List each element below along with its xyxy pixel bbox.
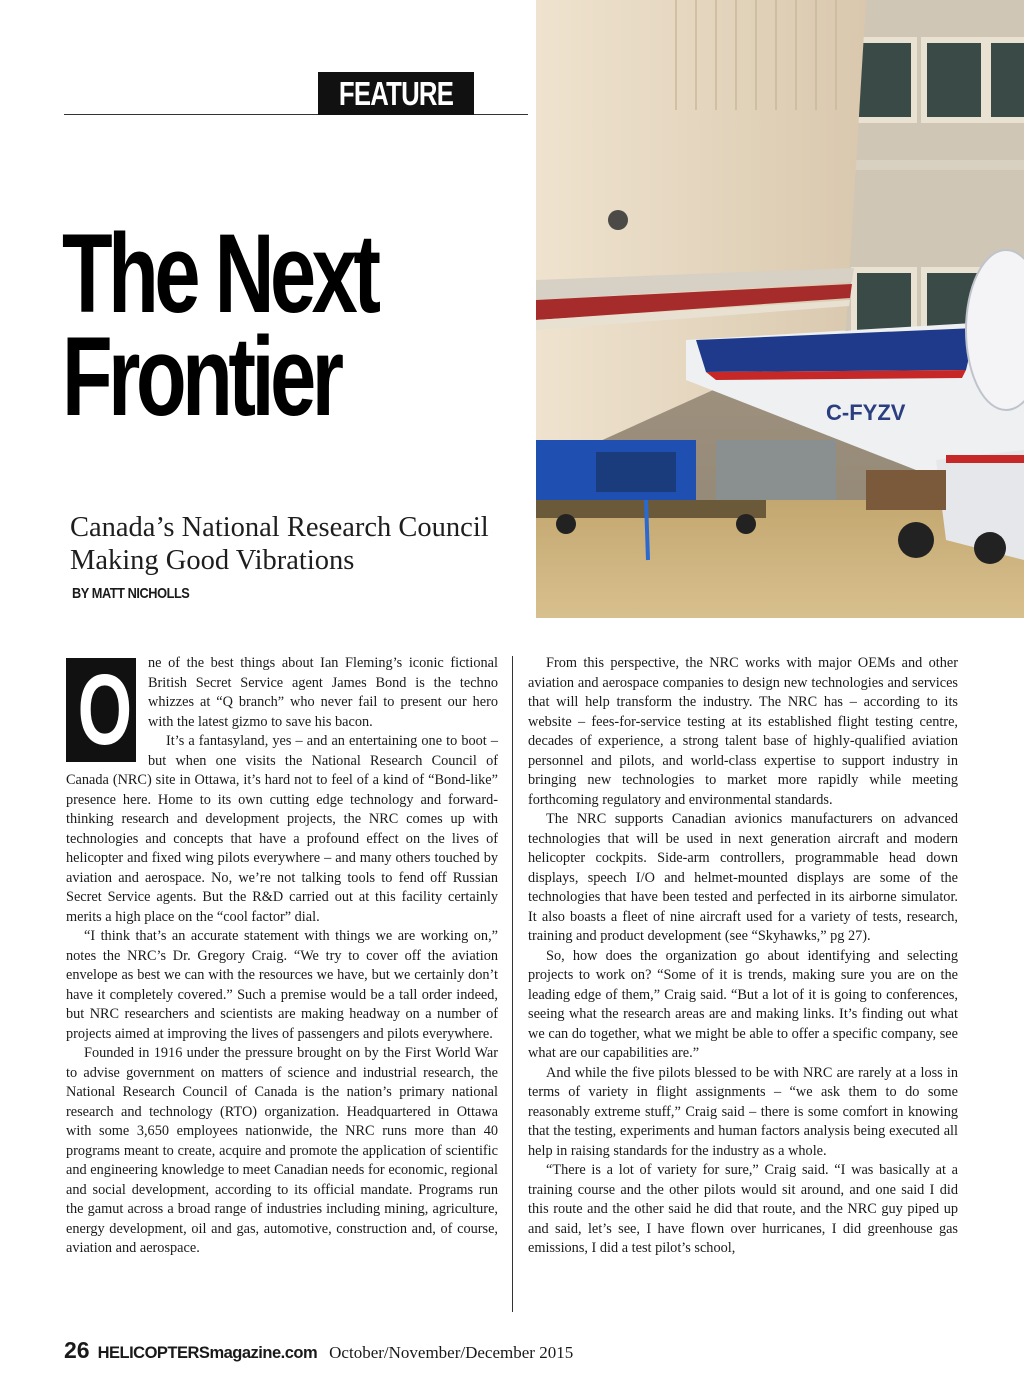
paragraph: The NRC supports Canadian avionics manufacturers on advanced technologies that will be used in next generation aircraft and modern helicopter cockpits. Side-arm controllers, programmable head down displays, speech I/O and helmet-mounted displays are some of the technologies that have been tested and perfected in its airborne simulator. It also boasts a fleet of nine aircraft used for a variety of tests, research, training and product development (see “Skyhawks,” pg 27).	[528, 811, 958, 944]
paragraph: ne of the best things about Ian Fleming’s iconic fictional British Secret Service agent James Bond is the techno whizzes at “Q branch” who never fail to present our hero with the latest gizmo to save his bacon.	[148, 655, 498, 730]
drop-cap: O	[66, 658, 136, 762]
issue-date: October/November/December 2015	[329, 1343, 574, 1362]
aircraft-registration: C-FYZV	[826, 400, 906, 425]
website-link[interactable]: HELICOPTERSmagazine.com	[97, 1344, 318, 1362]
hangar-photo	[536, 0, 1024, 618]
title-line-2: Frontier	[62, 314, 340, 439]
section-tag: FEATURE	[318, 72, 474, 115]
page-number: 26	[64, 1337, 90, 1363]
article-column-left	[66, 654, 498, 1259]
paragraph: “There is a lot of variety for sure,” Craig said. “I was basically at a training course and the other pilots would sit around, and one said I did this route and the other said he did that route, and the NRC guy piped up and said, let’s see, I have flown over hurricanes, I did greenhouse gas emissions, I did a test pilot’s school,	[528, 1162, 958, 1256]
paragraph: It’s a fantasyland, yes – and an entertaining one to boot – but when one visits the National Research Council of Canada (NRC) site in Ottawa, it’s hard not to feel of a kind of “Bond-like” presence here. Home to its own cutting edge technology and forward-thinking research and development projects, the NRC comes up with technologies and concepts that have a profound effect on the lives of helicopter and fixed wing pilots everywhere – and many others touched by aviation and aerospace. No, we’re not talking tools to fend off Russian Secret Service agents. But the R&D carried out at this facility certainly merits a high place on the “cool factor” dial.	[66, 733, 498, 925]
page-footer	[64, 1337, 573, 1367]
article-column-right	[528, 654, 958, 1259]
title-line-1: The Next	[62, 211, 377, 336]
article-subtitle: Canada’s National Research Council Making Good Vibrations	[70, 512, 489, 576]
article-title	[62, 211, 410, 439]
paragraph: Founded in 1916 under the pressure brought on by the First World War to advise government on matters of science and industrial research, the National Research Council of Canada is the nation’s primary national research and technology (RTO) organization. Headquartered in Ottawa with some 3,650 employees nationwide, the NRC runs more than 40 programs meant to create, acquire and promote the application of scientific and engineering knowledge to meet Canadian needs for economic, regional and social development, according to its official mandate. Programs run the gamut across a broad range of industries including mining, agriculture, energy development, oil and gas, automotive, construction and, of course, aviation and aerospace.	[66, 1045, 498, 1256]
paragraph: From this perspective, the NRC works with major OEMs and other aviation and aerospace companies to design new technologies and services that will help transform the industry. The NRC has – according to its website – fees-for-service testing at its established flight testing centre, decades of experience, a strong talent base of highly-qualified aviation personnel and pilots, and world-class expertise to support industry in bringing new technologies to market more rapidly while meeting forthcoming regulatory and environmental standards.	[528, 655, 958, 808]
paragraph: So, how does the organization go about identifying and selecting projects to work on? “Some of it is trends, making sure you are on the leading edge of them,” Craig said. “But a lot of it is going to conferences, seeing what the research areas are and making links. It’s finding out what we can do together, what we might be able to offer a specific company, see what are our capabilities are.”	[528, 947, 958, 1061]
paragraph: “I think that’s an accurate statement with things we are working on,” notes the NRC’s Dr. Gregory Craig. “We try to cover off the aviation envelope as best we can with the resources we have, but we certainly don’t have it completely covered.” Such a premise would be a tall order indeed, but NRC researchers and scientists are making headway on a number of projects aimed at improving the lives of passengers and pilots everywhere.	[66, 928, 498, 1042]
paragraph: And while the five pilots blessed to be with NRC are rarely at a loss in terms of variety in flight assignments – “we ask them to do some reasonably extreme stuff,” Craig said – there is some comfort in knowing that the testing, experiments and human factors analysis being executed all help in raising standards for the industry as a whole.	[528, 1064, 958, 1159]
byline: BY MATT NICHOLLS	[72, 585, 190, 602]
column-divider	[512, 656, 513, 1312]
